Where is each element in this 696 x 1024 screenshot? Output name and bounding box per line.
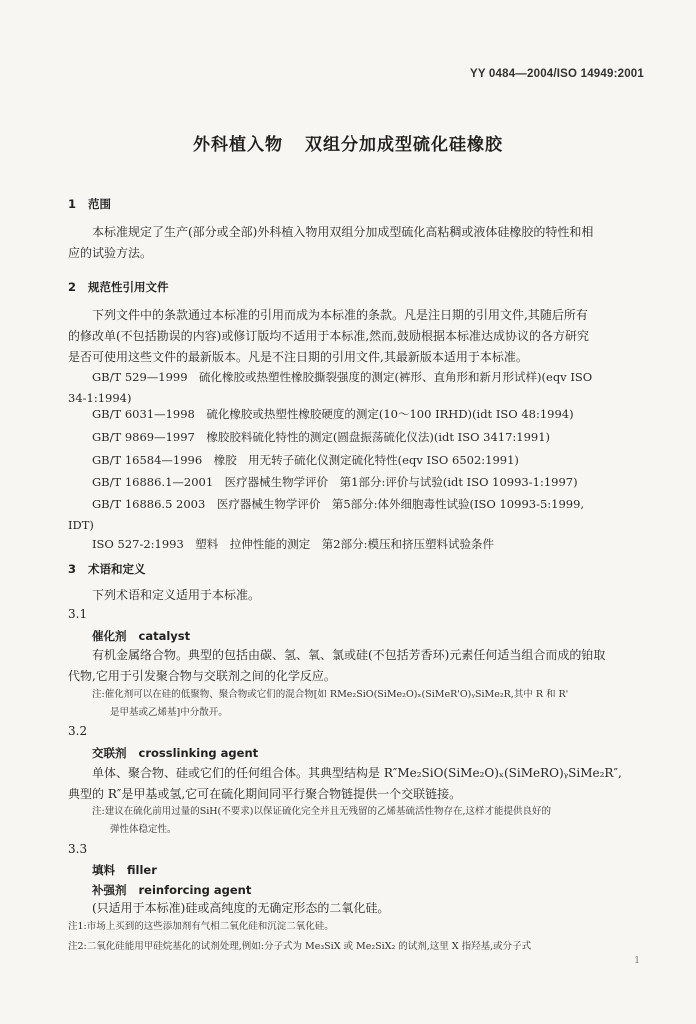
term-zh: 交联剂 <box>92 746 127 760</box>
section-1-heading <box>68 196 111 212</box>
term-en: reinforcing agent <box>138 883 252 897</box>
reference-line: GB/T 529—1999 硫化橡胶或热塑性橡胶撕裂强度的测定(裤形、直角形和新月形试样)(eqv ISO <box>92 370 593 384</box>
term-zh: 催化剂 <box>92 629 127 643</box>
text-line: 的修改单(不包括勘误的内容)或修订版均不适用于本标准,然而,鼓励根据本标准达成协议的各方研究 <box>68 329 589 343</box>
section-3-heading <box>68 561 146 577</box>
note-line: 弹性体稳定性。 <box>110 824 177 835</box>
section-title: 范围 <box>88 197 111 211</box>
term-definition <box>68 898 640 919</box>
text-line: (只适用于本标准)硅或高纯度的无确定形态的二氧化硅。 <box>92 901 390 915</box>
section-title: 规范性引用文件 <box>88 280 169 294</box>
reference-item <box>68 472 640 493</box>
text-line: 本标准规定了生产(部分或全部)外科植入物用双组分加成型硫化高粘稠或液体硅橡胶的特性和相 <box>92 225 594 239</box>
terms-intro: 下列术语和定义适用于本标准。 <box>92 588 261 602</box>
section-2-heading <box>68 279 169 295</box>
section-number: 2 <box>68 280 77 294</box>
reference-line: GB/T 9869—1997 橡胶胶料硫化特性的测定(圆盘振荡硫化仪法)(idt ISO 3417:1991) <box>92 430 551 444</box>
reference-line: IDT) <box>68 518 94 532</box>
term-note <box>68 938 644 956</box>
reference-item <box>68 450 640 471</box>
note-line: 注1:市场上买到的这些添加剂有气相二氧化硅和沉淀二氧化硅。 <box>68 921 334 932</box>
term-heading <box>92 882 251 898</box>
reference-line: GB/T 16886.5 2003 医疗器械生物学评价 第5部分:体外细胞毒性试验(ISO 10993-5:1999, <box>92 497 585 511</box>
section-number: 3 <box>68 562 77 576</box>
term-en: filler <box>127 863 157 877</box>
term-note <box>92 803 642 839</box>
note-line: 是甲基或乙烯基]中分散开。 <box>110 707 228 718</box>
text-line: 应的试验方法。 <box>68 246 153 260</box>
term-zh: 补强剂 <box>92 883 127 897</box>
term-heading <box>92 628 190 644</box>
title-part-2: 双组分加成型硫化硅橡胶 <box>305 135 503 155</box>
term-heading <box>92 745 258 761</box>
text-line: 是否可使用这些文件的最新版本。凡是不注日期的引用文件,其最新版本适用于本标准。 <box>68 350 528 364</box>
subclause-number: 3.1 <box>68 607 88 621</box>
reference-item <box>68 494 640 536</box>
term-en: catalyst <box>138 629 191 643</box>
note-line: 注:建议在硫化前用过量的SiH(不要求)以保证硫化完全并且无残留的乙烯基硫活性物存在,这样才能提供良好的 <box>92 806 551 817</box>
term-heading <box>92 862 157 878</box>
reference-item <box>68 427 640 448</box>
reference-item <box>68 404 640 425</box>
standard-number: YY 0484—2004/ISO 14949:2001 <box>470 68 644 80</box>
reference-line: 34-1:1994) <box>68 391 132 405</box>
text-line: 代物,它用于引发聚合物与交联剂之间的化学反应。 <box>68 669 336 683</box>
reference-line: GB/T 16886.1—2001 医疗器械生物学评价 第1部分:评价与试验(idt ISO 10993-1:1997) <box>92 475 578 489</box>
text-line: 单体、聚合物、硅或它们的任何组合体。其典型结构是 R″Me₂SiO(SiMe₂O)ₓ(SiMeRO)ᵧSiMe₂R″, <box>92 766 622 780</box>
text-line: 有机金属络合物。典型的包括由碳、氢、氧、氯或硅(不包括芳香环)元素任何适当组合而成的铂取 <box>92 648 606 662</box>
title-part-1: 外科植入物 <box>193 135 283 155</box>
scope-paragraph <box>68 222 640 264</box>
page-number: 1 <box>634 956 640 966</box>
term-zh: 填料 <box>92 863 115 877</box>
subclause-number: 3.3 <box>68 842 88 856</box>
term-note <box>68 918 644 936</box>
term-en: crosslinking agent <box>138 746 259 760</box>
note-line: 注:催化剂可以在硅的低聚物、聚合物或它们的混合物[如 RMe₂SiO(SiMe₂O)ₓ(SiMeR'O)ᵧSiMe₂R,其中 R 和 R' <box>92 689 569 700</box>
text-line: 典型的 R″是甲基或氢,它可在硫化期间同平行聚合物链提供一个交联链接。 <box>68 787 462 801</box>
reference-line: GB/T 16584—1996 橡胶 用无转子硫化仪测定硫化特性(eqv ISO 6502:1991) <box>92 453 519 467</box>
reference-line: ISO 527-2:1993 塑料 拉伸性能的测定 第2部分:模压和挤压塑料试验条件 <box>92 537 494 551</box>
normative-intro-paragraph <box>68 305 640 368</box>
subclause-number: 3.2 <box>68 724 88 738</box>
section-title: 术语和定义 <box>88 562 146 576</box>
section-number: 1 <box>68 197 77 211</box>
reference-item <box>68 367 640 409</box>
reference-line: GB/T 6031—1998 硫化橡胶或热塑性橡胶硬度的测定(10～100 IRHD)(idt ISO 48:1994) <box>92 407 574 421</box>
term-definition <box>68 645 640 687</box>
document-title <box>0 130 696 155</box>
term-definition <box>68 763 640 805</box>
text-line: 下列文件中的条款通过本标准的引用而成为本标准的条款。凡是注日期的引用文件,其随后所有 <box>92 308 588 322</box>
reference-item <box>68 534 640 555</box>
note-line: 注2:二氧化硅能用甲硅烷基化的试剂处理,例如:分子式为 Me₃SiX 或 Me₂SiX₂ 的试剂,这里 X 指羟基,或分子式 <box>68 941 532 952</box>
term-note <box>92 686 642 722</box>
